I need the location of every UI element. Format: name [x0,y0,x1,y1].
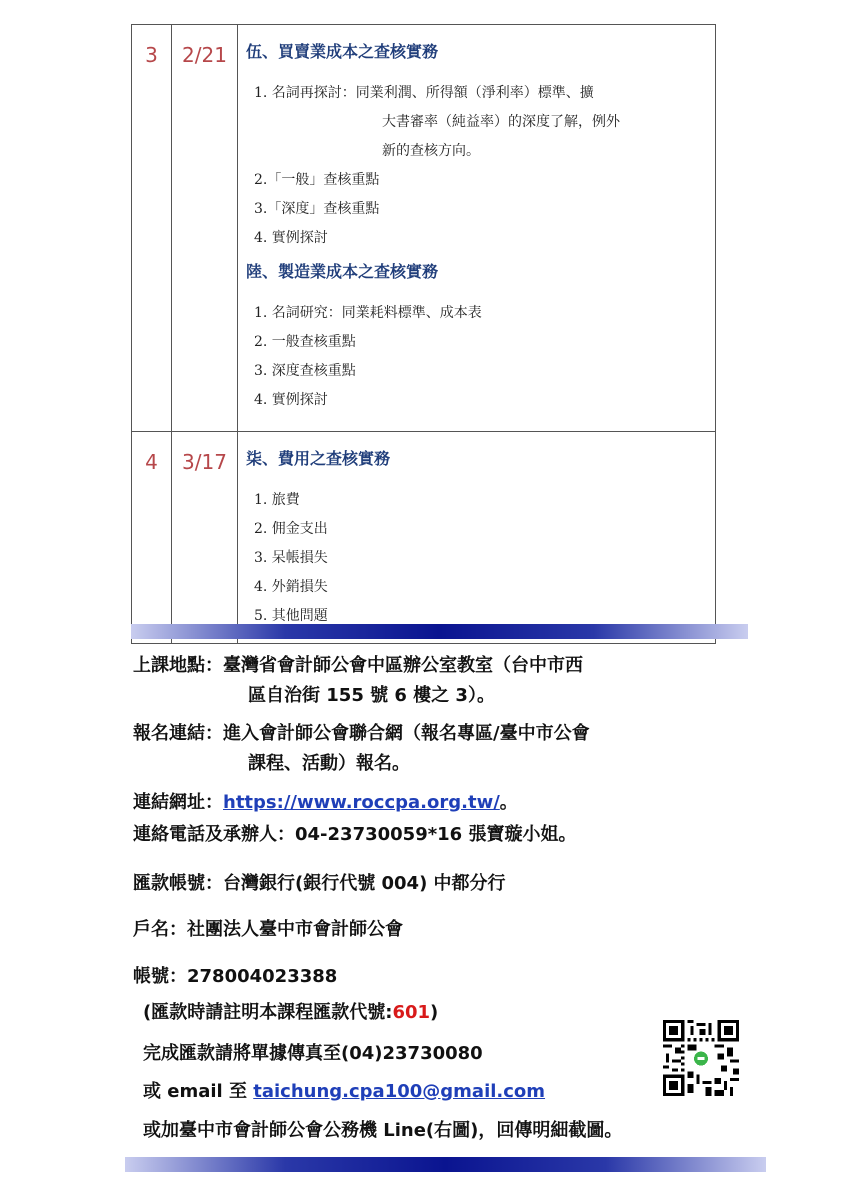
section-title: 柒、費用之查核實務 [246,449,391,468]
remit-note [143,998,438,1028]
contact-info: 連絡電話及承辦人：04-23730059*16 張寶璇小姐。 [133,824,577,845]
list-item: 2.「一般」查核重點 [254,172,380,188]
url-label: 連結網址： [133,792,223,813]
list-item: 大書審率（純益率）的深度了解，例外 [382,114,620,130]
session-content [238,432,716,644]
schedule-row [132,432,716,644]
section-title: 陸、製造業成本之查核實務 [246,262,439,281]
divider-bar [131,624,748,639]
location-line: 上課地點：臺灣省會計師公會中區辦公室教室（台中市西 [133,655,583,676]
course-schedule-table [131,24,716,644]
bank-info: 匯款帳號：台灣銀行(銀行代號 004) 中都分行 [133,873,506,894]
list-item: 4. 實例探討 [254,392,328,408]
signup-info [133,719,590,779]
email-link[interactable]: taichung.cpa100@gmail.com [253,1081,546,1102]
location-info [133,651,583,711]
divider-bar [125,1157,766,1172]
list-item: 4. 實例探討 [254,230,328,246]
line-qr-code-icon [663,1020,739,1096]
list-item: 1. 名詞研究：同業耗料標準、成本表 [254,305,482,321]
section-title: 伍、買賣業成本之查核實務 [246,42,439,61]
list-item: 3. 呆帳損失 [254,550,328,566]
account-name: 戶名：社團法人臺中市會計師公會 [133,919,403,940]
list-item: 2. 一般查核重點 [254,334,356,350]
list-item: 3.「深度」查核重點 [254,201,380,217]
remit-note-suffix: ) [430,1002,439,1023]
list-item: 1. 旅費 [254,492,300,508]
list-item: 3. 深度查核重點 [254,363,356,379]
section-items [254,79,709,253]
list-item: 5. 其他問題 [254,608,328,624]
fax-note: 完成匯款請將單據傳真至(04)23730080 [143,1043,483,1064]
location-line: 區自治街 155 號 6 樓之 3）。 [248,685,495,706]
list-item: 2. 佣金支出 [254,521,328,537]
list-item: 新的查核方向。 [382,143,480,159]
signup-line: 課程、活動）報名。 [248,753,410,774]
remit-code: 601 [392,1002,431,1023]
session-number: 4 [132,432,172,644]
url-suffix: 。 [499,792,518,813]
session-number: 3 [132,25,172,432]
section-items [254,299,709,415]
schedule-row [132,25,716,432]
email-prefix: 或 email 至 [143,1081,254,1102]
list-item: 4. 外銷損失 [254,579,328,595]
session-content [238,25,716,432]
account-number: 帳號：278004023388 [133,966,338,987]
roccpa-link[interactable]: https://www.roccpa.org.tw/ [223,792,500,813]
signup-line: 報名連結：進入會計師公會聯合網（報名專區/臺中市公會 [133,723,590,744]
session-date: 2/21 [172,25,238,432]
url-info [133,788,518,818]
email-note [143,1077,545,1107]
session-date: 3/17 [172,432,238,644]
section-items [254,486,709,631]
line-note: 或加臺中市會計師公會公務機 Line(右圖)，回傳明細截圖。 [143,1120,623,1141]
list-item: 1. 名詞再探討：同業利潤、所得額（淨利率）標準、擴 [254,85,594,101]
remit-note-prefix: (匯款時請註明本課程匯款代號: [143,1002,393,1023]
